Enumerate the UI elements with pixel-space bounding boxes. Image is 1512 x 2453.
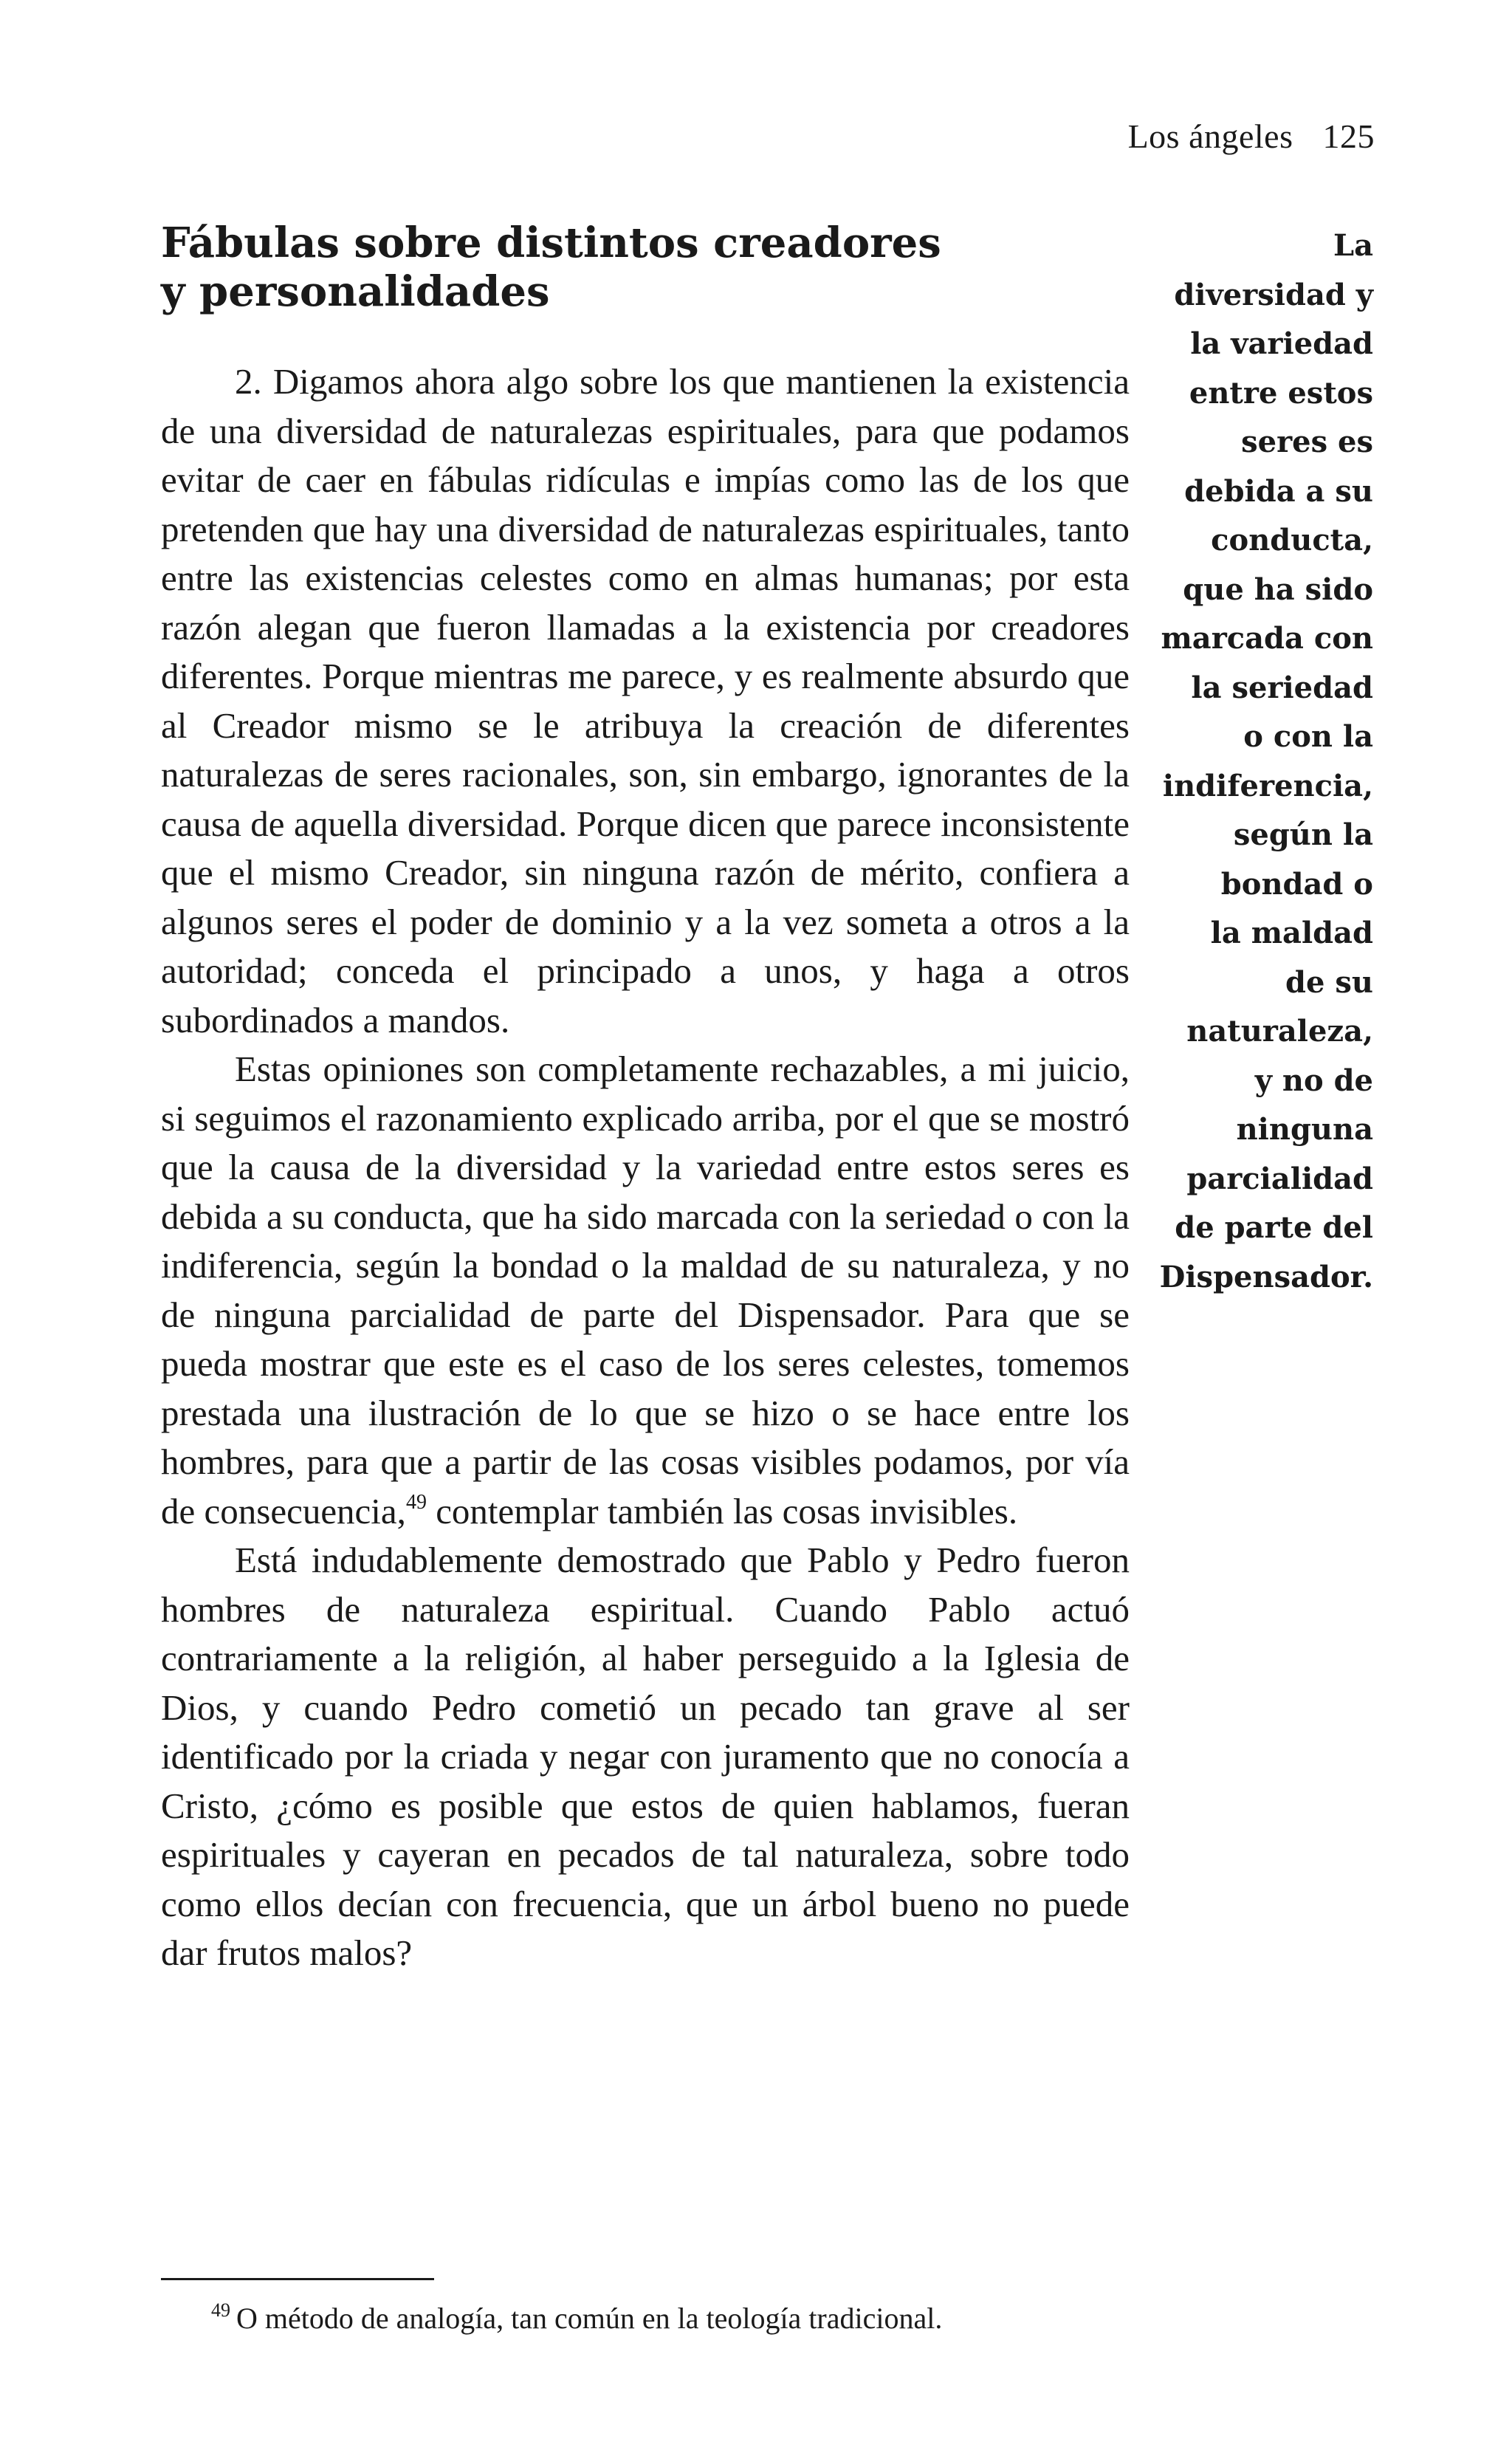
footnote — [211, 2298, 1171, 2339]
margin-note-line: indiferencia, — [1162, 768, 1373, 803]
margin-note-line: naturaleza, — [1186, 1014, 1373, 1049]
margin-note-line: la seriedad — [1191, 670, 1373, 705]
margin-note-line: la variedad — [1190, 326, 1373, 361]
margin-note-line: la maldad — [1210, 916, 1373, 950]
paragraph-2-text-before-note: Estas opiniones son completamente rechazables, a mi juicio, si seguimos el razonamiento explicado arriba, por el que se mostró que la causa de la diversidad y la variedad entre estos seres es debida a su conducta, que ha sido marcada con la seriedad o con la indiferencia, según la bondad o la maldad de su naturaleza, y no de ninguna parcialidad de parte del Dispensador. Para que se pueda mostrar que este es el caso de los seres celestes, tomemos prestada una ilustración de lo que se hizo o se hace entre los hombres, para que a partir de las cosas visibles podamos, por vía de consecuencia, — [161, 1049, 1130, 1531]
footnote-marker: 49 — [211, 2299, 230, 2321]
section-title — [161, 219, 1130, 316]
margin-note-line: de parte del — [1175, 1210, 1373, 1245]
margin-note-line: La — [1333, 228, 1373, 263]
paragraph-3: Está indudablemente demostrado que Pablo y Pedro fueron hombres de naturaleza espiritual. Cuando Pablo actuó contrariamente a la religión, al haber perseguido a la Iglesia de Dios, y cuando Pedro cometió un pecado tan grave al ser identificado por la criada y negar con juramento que no conocía a Cristo, ¿cómo es posible que estos de quien hablamos, fueran espirituales y cayeran en pecados de tal naturaleza, sobre todo como ellos decían con frecuencia, que un árbol bueno no puede dar frutos malos? — [161, 1540, 1130, 1973]
margin-note-line: según la — [1233, 817, 1373, 852]
margin-note-line: diversidad y — [1174, 277, 1373, 312]
margin-note-line: seres es — [1241, 425, 1373, 459]
paragraph-2 — [161, 1045, 1130, 1536]
footnote-reference[interactable]: 49 — [405, 1490, 427, 1514]
page-number: 125 — [1322, 117, 1375, 155]
margin-note-line: debida a su — [1184, 473, 1373, 509]
margin-note-line: marcada con — [1161, 621, 1373, 656]
margin-note-line: y no de — [1254, 1063, 1373, 1098]
section-title-line-2: y personalidades — [161, 267, 550, 316]
margin-note-line: o con la — [1243, 719, 1373, 754]
margin-note — [1144, 222, 1373, 1302]
footnote-text: O método de analogía, tan común en la teología tradicional. — [236, 2302, 943, 2335]
margin-note-line: conducta, — [1211, 523, 1373, 558]
main-text-column — [161, 219, 1130, 1978]
margin-note-line: parcialidad — [1186, 1161, 1373, 1196]
margin-note-line: que ha sido — [1183, 572, 1373, 607]
paragraph-2-text-after-note: contemplar también las cosas invisibles. — [426, 1490, 1018, 1531]
margin-note-line: de su — [1285, 964, 1373, 1000]
running-head — [1128, 117, 1375, 156]
footnote-divider — [161, 2278, 434, 2280]
running-head-title: Los ángeles — [1127, 117, 1293, 155]
paragraph-1: 2. Digamos ahora algo sobre los que mantienen la existencia de una diversidad de naturalezas espirituales, para que podamos evitar de caer en fábulas ridículas e impías como las de los que pretenden que hay una diversidad de naturalezas espirituales, tanto entre las existencias celestes como en almas humanas; por esta razón alegan que fueron llamadas a la existencia por creadores diferentes. Porque mientras me parece, y es realmente absurdo que al Creador mismo se le atribuya la creación de diferentes naturalezas de seres racionales, son, sin embargo, ignorantes de la causa de aquella diversidad. Porque dicen que parece inconsistente que el mismo Creador, sin ninguna razón de mérito, confiera a algunos seres el poder de dominio y a la vez someta a otros a la autoridad; conceda el principado a unos, y haga a otros subordinados a mandos. — [161, 361, 1130, 1040]
margin-note-line: bondad o — [1220, 866, 1373, 902]
margin-note-line: entre estos — [1189, 375, 1373, 411]
section-title-line-1: Fábulas sobre distintos creadores — [161, 219, 941, 267]
margin-note-line: Dispensador. — [1159, 1259, 1373, 1294]
margin-note-line: ninguna — [1236, 1112, 1373, 1147]
